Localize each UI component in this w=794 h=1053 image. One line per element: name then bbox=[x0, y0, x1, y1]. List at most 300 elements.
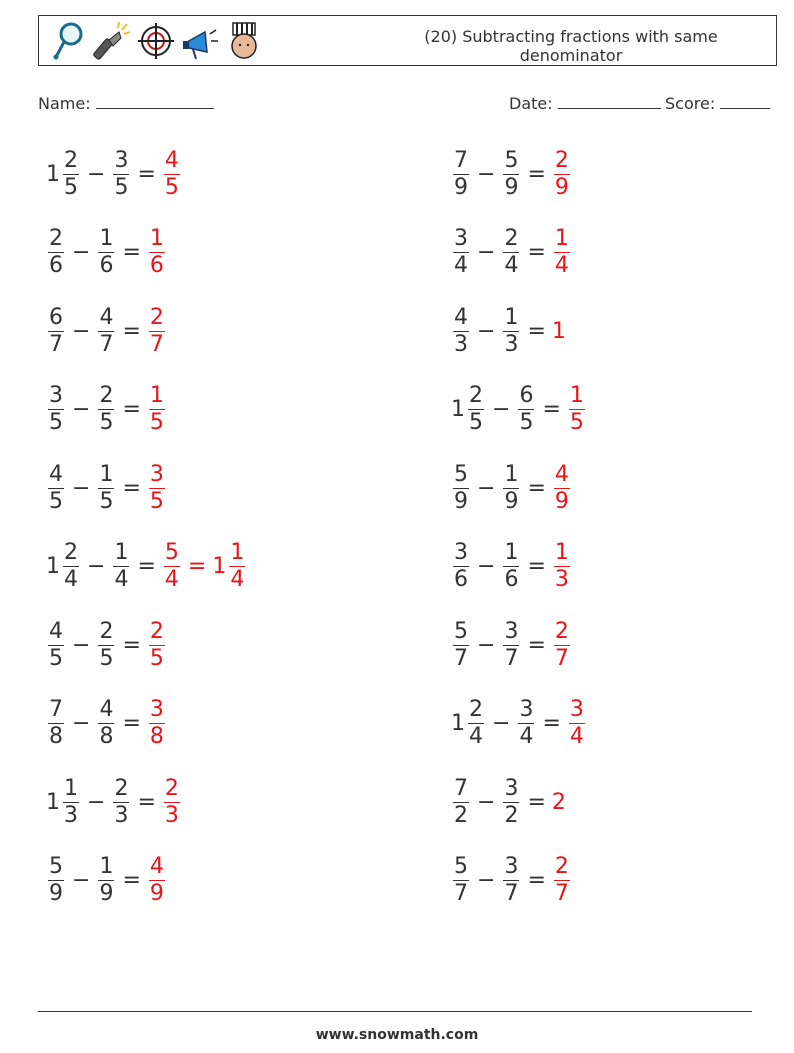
minuend-number bbox=[46, 619, 66, 672]
subtrahend-number bbox=[96, 305, 116, 358]
answer-denominator: 5 bbox=[164, 174, 179, 200]
answer-denominator: 4 bbox=[569, 724, 584, 749]
equals-sign: = bbox=[122, 632, 141, 658]
minuend-denominator: 3 bbox=[64, 802, 78, 828]
minuend-numerator: 2 bbox=[64, 540, 78, 565]
answer-number bbox=[552, 148, 572, 201]
subtrahend-number bbox=[501, 776, 521, 829]
minuend-denominator: 8 bbox=[49, 724, 63, 749]
minuend-numerator: 5 bbox=[454, 854, 468, 879]
minuend-denominator: 4 bbox=[454, 253, 468, 278]
answer-fraction bbox=[149, 383, 165, 436]
subtrahend-denominator: 9 bbox=[504, 174, 519, 200]
answer-number bbox=[147, 854, 167, 907]
answer-numerator: 2 bbox=[149, 304, 164, 330]
problem-6 bbox=[46, 532, 247, 602]
answer-numerator: 2 bbox=[149, 618, 164, 644]
minuend-denominator: 4 bbox=[469, 724, 483, 749]
minuend-denominator: 9 bbox=[454, 174, 468, 200]
minuend-whole: 1 bbox=[451, 711, 465, 736]
minuend-denominator: 2 bbox=[454, 802, 468, 828]
subtrahend-numerator: 3 bbox=[504, 618, 519, 644]
minuend-fraction bbox=[453, 854, 469, 907]
answer-numerator: 3 bbox=[149, 697, 164, 722]
subtrahend-number bbox=[501, 305, 521, 358]
minuend-numerator: 3 bbox=[454, 540, 468, 565]
subtrahend-number bbox=[96, 854, 116, 907]
subtrahend-number bbox=[96, 383, 116, 436]
answer-fraction bbox=[554, 619, 570, 672]
answer-numerator: 1 bbox=[149, 383, 164, 408]
answer-denominator: 4 bbox=[164, 567, 179, 592]
problem-18 bbox=[451, 689, 587, 759]
minuend-denominator: 9 bbox=[454, 488, 468, 514]
answer-fraction bbox=[164, 540, 180, 593]
problem-19 bbox=[451, 767, 567, 837]
minuend-fraction bbox=[453, 776, 469, 829]
answer-number bbox=[147, 619, 167, 672]
minuend-whole: 1 bbox=[451, 397, 465, 422]
minuend-fraction bbox=[63, 540, 79, 593]
minuend-fraction bbox=[63, 148, 79, 201]
minuend-number bbox=[451, 697, 486, 750]
magnifier-icon bbox=[49, 20, 87, 62]
minuend-number bbox=[46, 148, 81, 201]
problem-2 bbox=[46, 218, 167, 288]
equals-sign: = bbox=[527, 789, 546, 815]
subtrahend-denominator: 5 bbox=[114, 174, 129, 200]
problem-10 bbox=[46, 846, 167, 916]
subtrahend-numerator: 1 bbox=[114, 540, 129, 565]
answer-whole: 2 bbox=[551, 789, 566, 815]
minuend-denominator: 7 bbox=[454, 881, 468, 906]
answer-denominator: 7 bbox=[554, 645, 569, 671]
minuend-fraction bbox=[468, 697, 484, 750]
minuend-fraction bbox=[48, 305, 64, 358]
minus-sign: − bbox=[477, 318, 496, 344]
subtrahend-denominator: 5 bbox=[99, 488, 114, 514]
answer-number bbox=[552, 790, 567, 815]
minus-sign: − bbox=[72, 397, 91, 422]
equals-sign: = bbox=[527, 240, 546, 265]
minuend-number bbox=[451, 305, 471, 358]
minuend-numerator: 3 bbox=[49, 383, 63, 408]
minuend-number bbox=[46, 776, 81, 829]
answer-fraction bbox=[149, 226, 165, 279]
subtrahend-number bbox=[96, 462, 116, 515]
answer-denominator: 7 bbox=[554, 881, 569, 906]
subtrahend-number bbox=[111, 540, 131, 593]
score-label: Score: bbox=[665, 94, 716, 113]
answer-numerator: 3 bbox=[569, 697, 584, 722]
problem-20 bbox=[451, 846, 572, 916]
minus-sign: − bbox=[492, 711, 511, 736]
minus-sign: − bbox=[72, 868, 91, 893]
answer-numerator: 1 bbox=[149, 226, 164, 251]
subtrahend-fraction bbox=[503, 776, 519, 829]
answer-number bbox=[567, 697, 587, 750]
date-field[interactable] bbox=[509, 93, 661, 113]
subtrahend-fraction bbox=[98, 383, 114, 436]
subtrahend-numerator: 2 bbox=[99, 383, 114, 408]
answer-fraction bbox=[554, 462, 570, 515]
minuend-numerator: 7 bbox=[454, 147, 468, 173]
equals-sign: = bbox=[527, 868, 546, 893]
name-blank[interactable] bbox=[96, 93, 214, 109]
name-field[interactable] bbox=[38, 93, 214, 113]
date-blank[interactable] bbox=[558, 93, 661, 109]
answer-fraction bbox=[164, 776, 180, 829]
subtrahend-fraction bbox=[503, 462, 519, 515]
footer-divider bbox=[38, 1011, 752, 1012]
minuend-numerator: 2 bbox=[469, 697, 483, 722]
equals-sign: = bbox=[527, 632, 546, 658]
subtrahend-denominator: 5 bbox=[519, 410, 534, 435]
answer-numerator: 4 bbox=[554, 461, 569, 487]
equals-sign: = bbox=[527, 161, 546, 187]
minuend-numerator: 6 bbox=[49, 304, 63, 330]
answer-denominator: 7 bbox=[149, 331, 164, 357]
answer-number bbox=[162, 540, 182, 593]
answer-fraction bbox=[149, 462, 165, 515]
answer-numerator: 2 bbox=[554, 147, 569, 173]
answer-fraction bbox=[554, 226, 570, 279]
answer-denominator: 9 bbox=[554, 488, 569, 514]
worksheet-title: (20) Subtracting fractions with same denominator bbox=[424, 27, 718, 65]
answer-numerator: 1 bbox=[230, 540, 245, 565]
minuend-whole: 1 bbox=[46, 554, 60, 579]
minuend-numerator: 2 bbox=[64, 147, 78, 173]
equals-sign: = bbox=[542, 397, 561, 422]
minuend-fraction bbox=[48, 383, 64, 436]
answer-whole: 1 bbox=[551, 318, 566, 344]
subtrahend-numerator: 1 bbox=[504, 540, 519, 565]
subtrahend-number bbox=[96, 226, 116, 279]
minuend-denominator: 4 bbox=[64, 567, 78, 592]
answer-denominator: 9 bbox=[149, 881, 164, 906]
answer-number bbox=[567, 383, 587, 436]
equals-sign: = bbox=[527, 318, 546, 344]
subtrahend-fraction bbox=[518, 383, 534, 436]
problem-14 bbox=[451, 375, 587, 445]
minuend-numerator: 7 bbox=[49, 697, 63, 722]
equals-sign: = bbox=[527, 475, 546, 501]
answer-denominator: 8 bbox=[149, 724, 164, 749]
minuend-fraction bbox=[468, 383, 484, 436]
equals-sign: = bbox=[137, 161, 156, 187]
minuend-fraction bbox=[453, 305, 469, 358]
subtrahend-denominator: 5 bbox=[99, 410, 114, 435]
problem-12 bbox=[451, 218, 572, 288]
minuend-number bbox=[451, 776, 471, 829]
minuend-number bbox=[46, 462, 66, 515]
equals-sign: = bbox=[122, 711, 141, 736]
subtrahend-numerator: 4 bbox=[99, 697, 114, 722]
minuend-number bbox=[46, 226, 66, 279]
answer-equals-sign: = bbox=[187, 554, 207, 579]
minuend-fraction bbox=[453, 462, 469, 515]
answer-denominator: 3 bbox=[554, 567, 569, 592]
subtrahend-denominator: 4 bbox=[504, 253, 519, 278]
answer-fraction bbox=[554, 148, 570, 201]
subtrahend-numerator: 1 bbox=[504, 461, 519, 487]
answer-number bbox=[552, 540, 572, 593]
subtrahend-numerator: 3 bbox=[519, 697, 534, 722]
subtrahend-fraction bbox=[503, 854, 519, 907]
equals-sign: = bbox=[122, 240, 141, 265]
problem-5 bbox=[46, 453, 167, 523]
minuend-numerator: 2 bbox=[49, 226, 63, 251]
subtrahend-number bbox=[501, 540, 521, 593]
subtrahend-numerator: 3 bbox=[114, 147, 129, 173]
answer-number bbox=[147, 462, 167, 515]
answer-denominator: 4 bbox=[554, 253, 569, 278]
problem-11 bbox=[451, 139, 572, 209]
equals-sign: = bbox=[527, 554, 546, 579]
answer-numerator: 1 bbox=[569, 383, 584, 408]
subtrahend-number bbox=[516, 697, 536, 750]
equals-sign: = bbox=[542, 711, 561, 736]
subtrahend-denominator: 4 bbox=[519, 724, 534, 749]
answer-fraction bbox=[569, 697, 585, 750]
problem-8 bbox=[46, 689, 167, 759]
minuend-fraction bbox=[48, 462, 64, 515]
answer-number bbox=[552, 226, 572, 279]
answer-fraction bbox=[164, 148, 180, 201]
answer-number bbox=[552, 619, 572, 672]
subtrahend-numerator: 1 bbox=[99, 226, 114, 251]
minus-sign: − bbox=[87, 554, 106, 579]
subtrahend-number bbox=[96, 697, 116, 750]
minuend-fraction bbox=[453, 619, 469, 672]
equals-sign: = bbox=[137, 789, 156, 815]
answer-number bbox=[162, 776, 182, 829]
subtrahend-fraction bbox=[98, 619, 114, 672]
minuend-number bbox=[46, 697, 66, 750]
problem-7 bbox=[46, 610, 167, 680]
subtrahend-numerator: 2 bbox=[99, 618, 114, 644]
minuend-numerator: 5 bbox=[454, 618, 468, 644]
subtrahend-denominator: 7 bbox=[99, 331, 114, 357]
footer-url: www.snowmath.com bbox=[315, 1027, 479, 1043]
subtrahend-numerator: 3 bbox=[504, 854, 519, 879]
minuend-number bbox=[451, 383, 486, 436]
worksheet-header bbox=[38, 15, 777, 66]
subtrahend-number bbox=[501, 619, 521, 672]
minus-sign: − bbox=[492, 397, 511, 422]
answer-fraction bbox=[149, 619, 165, 672]
subtrahend-denominator: 5 bbox=[99, 645, 114, 671]
answer-denominator: 5 bbox=[149, 488, 164, 514]
answer-number bbox=[147, 226, 167, 279]
answer-fraction bbox=[149, 697, 165, 750]
subtrahend-numerator: 4 bbox=[99, 304, 114, 330]
subtrahend-numerator: 1 bbox=[504, 304, 519, 330]
subtrahend-numerator: 2 bbox=[114, 775, 129, 801]
equals-sign: = bbox=[122, 318, 141, 344]
problem-3 bbox=[46, 296, 167, 366]
minuend-number bbox=[451, 540, 471, 593]
answer-denominator: 5 bbox=[149, 410, 164, 435]
subtrahend-numerator: 3 bbox=[504, 775, 519, 801]
score-field[interactable] bbox=[665, 93, 770, 113]
answer-numerator: 2 bbox=[164, 775, 179, 801]
problem-15 bbox=[451, 453, 572, 523]
minuend-fraction bbox=[48, 697, 64, 750]
subtrahend-denominator: 7 bbox=[504, 881, 519, 906]
answer-whole: 1 bbox=[212, 554, 227, 579]
minuend-number bbox=[451, 619, 471, 672]
answer-denominator: 9 bbox=[554, 174, 569, 200]
header-icons bbox=[49, 20, 263, 64]
answer-numerator: 1 bbox=[554, 540, 569, 565]
flashlight-icon bbox=[93, 20, 131, 62]
problem-9 bbox=[46, 767, 182, 837]
minus-sign: − bbox=[477, 161, 496, 187]
subtrahend-number bbox=[501, 148, 521, 201]
subtrahend-fraction bbox=[98, 697, 114, 750]
minuend-fraction bbox=[453, 540, 469, 593]
subtrahend-numerator: 1 bbox=[99, 461, 114, 487]
subtrahend-denominator: 6 bbox=[99, 253, 114, 278]
subtrahend-number bbox=[501, 226, 521, 279]
minus-sign: − bbox=[87, 789, 106, 815]
prisoner-icon bbox=[225, 20, 263, 62]
subtrahend-fraction bbox=[518, 697, 534, 750]
name-label: Name: bbox=[38, 94, 91, 113]
answer-numerator: 4 bbox=[149, 854, 164, 879]
subtrahend-numerator: 5 bbox=[504, 147, 519, 173]
subtrahend-fraction bbox=[98, 226, 114, 279]
subtrahend-denominator: 7 bbox=[504, 645, 519, 671]
minuend-fraction bbox=[48, 619, 64, 672]
minuend-fraction bbox=[48, 854, 64, 907]
minuend-denominator: 3 bbox=[454, 331, 468, 357]
minuend-denominator: 5 bbox=[49, 410, 63, 435]
answer-fraction bbox=[554, 854, 570, 907]
subtrahend-number bbox=[96, 619, 116, 672]
minuend-number bbox=[451, 148, 471, 201]
minus-sign: − bbox=[72, 711, 91, 736]
answer-numerator: 3 bbox=[149, 461, 164, 487]
minus-sign: − bbox=[477, 868, 496, 893]
subtrahend-fraction bbox=[113, 148, 129, 201]
subtrahend-number bbox=[501, 854, 521, 907]
minuend-denominator: 5 bbox=[469, 410, 483, 435]
minus-sign: − bbox=[87, 161, 106, 187]
minuend-denominator: 5 bbox=[49, 645, 63, 671]
answer-numerator: 5 bbox=[164, 540, 179, 565]
answer-numerator: 1 bbox=[554, 226, 569, 251]
answer-numerator: 2 bbox=[554, 618, 569, 644]
minuend-fraction bbox=[453, 226, 469, 279]
subtrahend-denominator: 6 bbox=[504, 567, 519, 592]
answer-fraction bbox=[149, 854, 165, 907]
minuend-denominator: 6 bbox=[49, 253, 63, 278]
answer-number bbox=[552, 462, 572, 515]
subtrahend-numerator: 2 bbox=[504, 226, 519, 251]
problem-17 bbox=[451, 610, 572, 680]
answer-number bbox=[212, 540, 247, 593]
minuend-denominator: 5 bbox=[64, 174, 78, 200]
answer-fraction bbox=[149, 305, 165, 358]
answer-numerator: 2 bbox=[554, 854, 569, 879]
answer-denominator: 5 bbox=[149, 645, 164, 671]
minuend-numerator: 2 bbox=[469, 383, 483, 408]
subtrahend-number bbox=[111, 776, 131, 829]
problem-4 bbox=[46, 375, 167, 445]
crosshair-icon bbox=[137, 20, 175, 62]
minuend-numerator: 4 bbox=[49, 461, 63, 487]
subtrahend-fraction bbox=[98, 462, 114, 515]
minus-sign: − bbox=[72, 318, 91, 344]
minuend-number bbox=[46, 305, 66, 358]
answer-number bbox=[552, 854, 572, 907]
problem-13 bbox=[451, 296, 567, 366]
subtrahend-number bbox=[501, 462, 521, 515]
minuend-whole: 1 bbox=[46, 789, 60, 815]
subtrahend-fraction bbox=[503, 226, 519, 279]
minuend-denominator: 7 bbox=[49, 331, 63, 357]
answer-number bbox=[162, 148, 182, 201]
answer-denominator: 6 bbox=[149, 253, 164, 278]
equals-sign: = bbox=[122, 868, 141, 893]
minuend-numerator: 5 bbox=[454, 461, 468, 487]
equals-sign: = bbox=[122, 475, 141, 501]
answer-number bbox=[147, 305, 167, 358]
minuend-whole: 1 bbox=[46, 161, 60, 187]
subtrahend-fraction bbox=[98, 854, 114, 907]
date-label: Date: bbox=[509, 94, 553, 113]
answer-number bbox=[552, 319, 567, 344]
minuend-numerator: 5 bbox=[49, 854, 63, 879]
minuend-number bbox=[46, 854, 66, 907]
subtrahend-fraction bbox=[503, 619, 519, 672]
minuend-number bbox=[46, 383, 66, 436]
minuend-number bbox=[451, 462, 471, 515]
score-blank[interactable] bbox=[720, 93, 770, 109]
answer-numerator: 4 bbox=[164, 147, 179, 173]
minuend-denominator: 7 bbox=[454, 645, 468, 671]
answer-number bbox=[147, 697, 167, 750]
subtrahend-fraction bbox=[503, 148, 519, 201]
subtrahend-denominator: 3 bbox=[504, 331, 519, 357]
subtrahend-fraction bbox=[503, 540, 519, 593]
minuend-denominator: 6 bbox=[454, 567, 468, 592]
subtrahend-fraction bbox=[113, 776, 129, 829]
answer-fraction bbox=[569, 383, 585, 436]
subtrahend-denominator: 3 bbox=[114, 802, 129, 828]
subtrahend-number bbox=[111, 148, 131, 201]
minus-sign: − bbox=[72, 632, 91, 658]
subtrahend-denominator: 8 bbox=[99, 724, 114, 749]
subtrahend-numerator: 6 bbox=[519, 383, 534, 408]
equals-sign: = bbox=[137, 554, 156, 579]
minus-sign: − bbox=[477, 632, 496, 658]
answer-denominator: 3 bbox=[164, 802, 179, 828]
minus-sign: − bbox=[477, 475, 496, 501]
subtrahend-denominator: 9 bbox=[99, 881, 114, 906]
minuend-numerator: 4 bbox=[49, 618, 63, 644]
minuend-numerator: 3 bbox=[454, 226, 468, 251]
subtrahend-denominator: 9 bbox=[504, 488, 519, 514]
minuend-fraction bbox=[48, 226, 64, 279]
minuend-fraction bbox=[63, 776, 79, 829]
subtrahend-fraction bbox=[503, 305, 519, 358]
megaphone-icon bbox=[181, 20, 219, 62]
minuend-number bbox=[451, 226, 471, 279]
minus-sign: − bbox=[72, 240, 91, 265]
